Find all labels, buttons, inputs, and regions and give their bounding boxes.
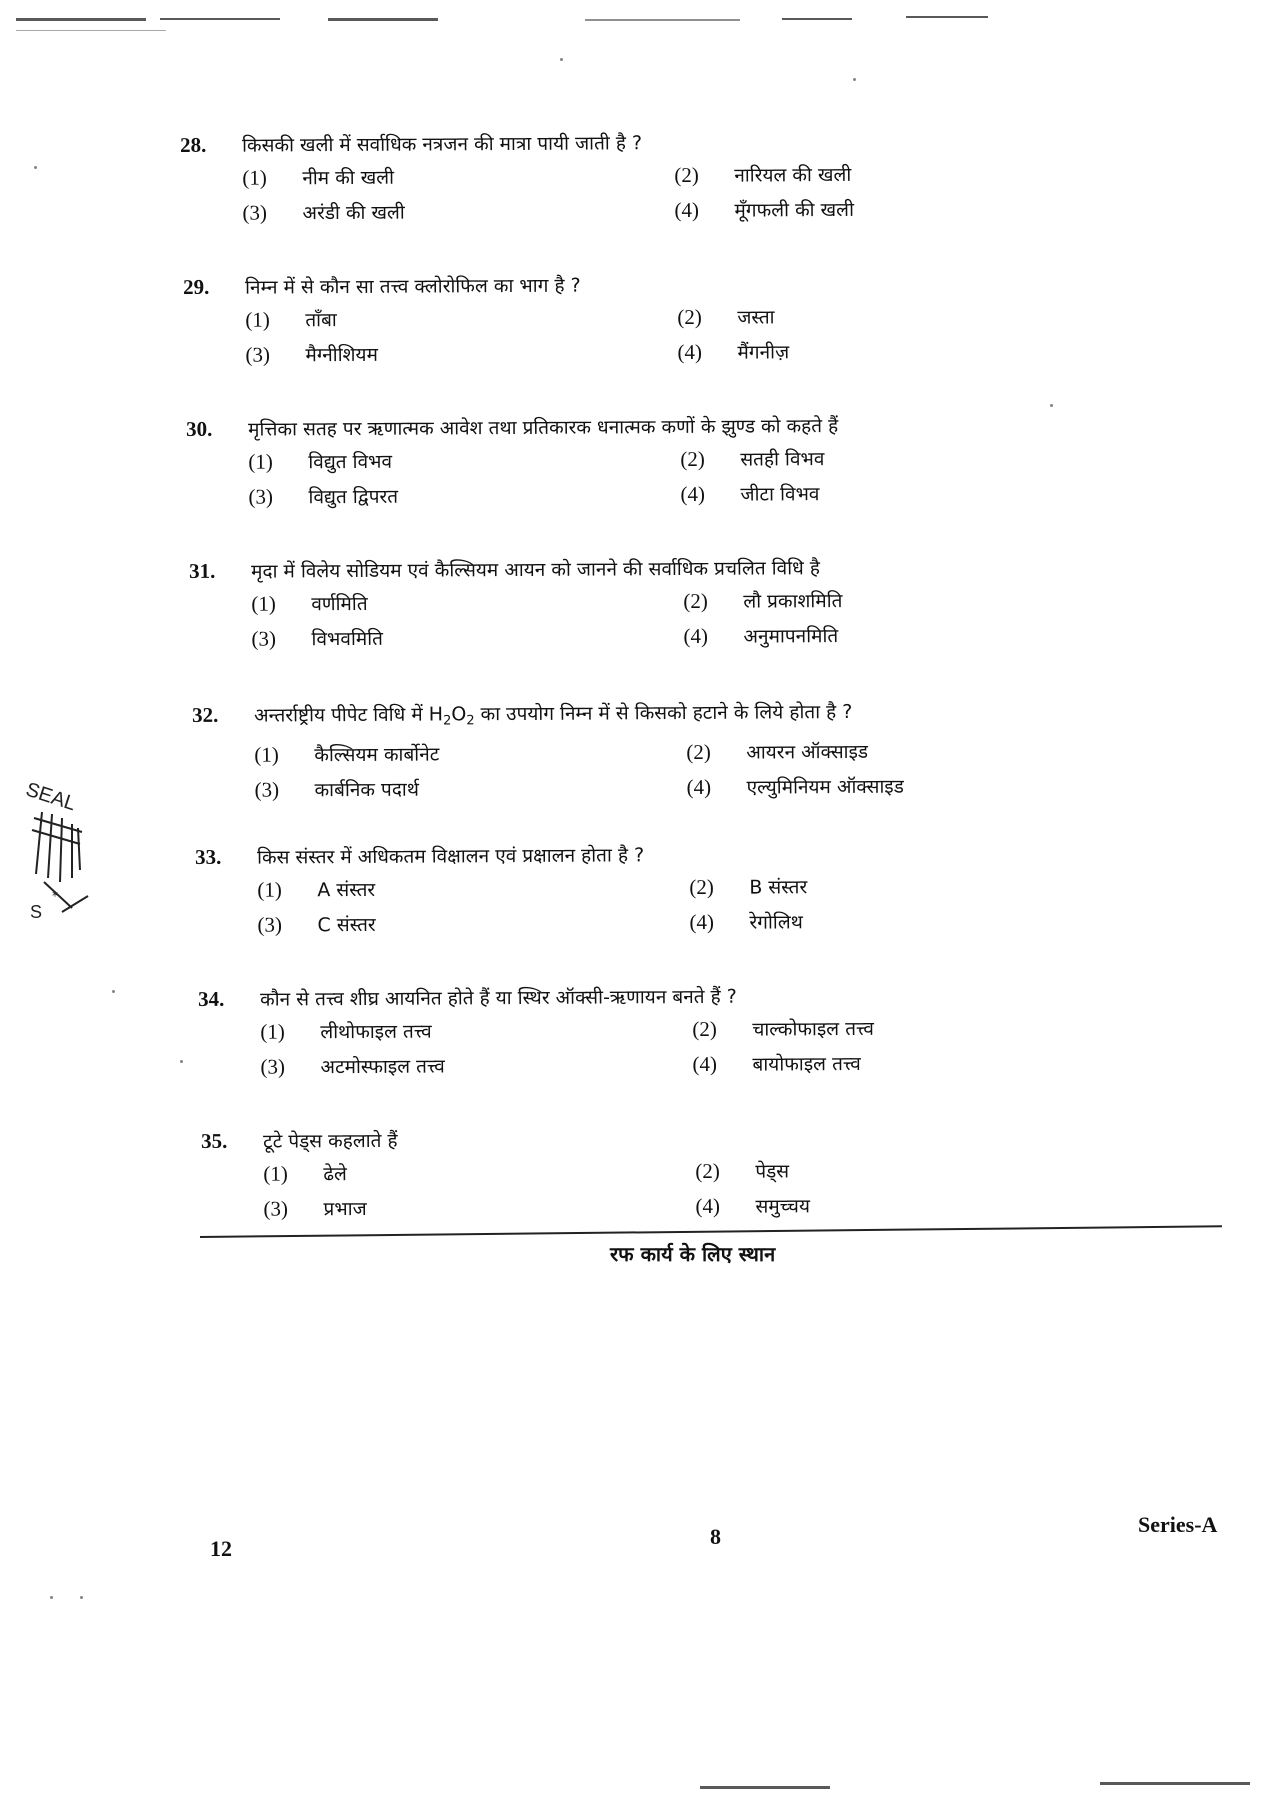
question-35 — [201, 1120, 1242, 1225]
option-1: (1) नीम की खली — [242, 165, 395, 190]
option-3: (3) विद्युत द्विपरत — [248, 484, 399, 509]
page-code: 12 — [210, 1536, 232, 1561]
question-number: 32. — [192, 702, 219, 727]
question-number: 31. — [189, 558, 216, 583]
question-text: मृदा में विलेय सोडियम एवं कैल्सियम आयन को जानने की सर्वाधिक प्रचलित विधि है — [251, 557, 820, 583]
option-1: (1) कैल्सियम कार्बोनेट — [254, 742, 440, 767]
series-label: Series-A — [1138, 1512, 1218, 1537]
scan-speck — [34, 166, 37, 169]
option-3: (3) C संस्तर — [257, 912, 376, 937]
scan-speck — [112, 990, 115, 993]
svg-text:*: * — [52, 889, 58, 903]
option-3: (3) विभवमिति — [251, 626, 384, 651]
scan-speck — [853, 78, 856, 81]
svg-text:SEAL: SEAL — [23, 778, 79, 816]
question-text: निम्न में से कौन सा तत्त्व क्लोरोफिल का भाग है ? — [245, 274, 581, 299]
option-4: (4) समुच्चय — [695, 1193, 811, 1218]
option-1: (1) A संस्तर — [257, 877, 376, 902]
scan-artifact — [782, 18, 852, 20]
question-number: 33. — [195, 844, 222, 869]
question-text: कौन से तत्त्व शीघ्र आयनित होते हैं या स्थिर ऑक्सी-ऋणायन बनते हैं ? — [260, 985, 737, 1011]
scan-speck — [80, 1596, 83, 1599]
option-2: (2) B संस्तर — [689, 874, 808, 899]
question-number: 34. — [198, 986, 225, 1011]
question-32 — [192, 694, 1233, 806]
option-3: (3) प्रभाज — [263, 1196, 367, 1221]
option-4: (4) अनुमापनमिति — [683, 623, 839, 648]
question-number: 29. — [183, 274, 210, 299]
svg-text:S: S — [30, 902, 43, 922]
question-text: टूटे पेड्स कहलाते हैं — [263, 1129, 398, 1153]
option-2: (2) सतही विभव — [680, 446, 825, 471]
option-4: (4) मूँगफली की खली — [674, 197, 855, 222]
option-2: (2) आयरन ऑक्साइड — [686, 739, 869, 764]
option-3: (3) अरंडी की खली — [242, 200, 405, 225]
option-2: (2) चाल्कोफाइल तत्त्व — [692, 1016, 874, 1041]
scan-artifact — [585, 19, 740, 21]
option-1: (1) विद्युत विभव — [248, 449, 393, 474]
scan-speck — [180, 1060, 183, 1063]
option-2: (2) जस्ता — [677, 304, 775, 329]
option-1: (1) ढेले — [263, 1161, 347, 1186]
question-number: 30. — [186, 416, 213, 441]
question-text: अन्तर्राष्ट्रीय पीपेट विधि में $H_2O_2$ का उपयोग निम्न में से किसको हटाने के लिये होता है ? — [254, 700, 853, 729]
scan-speck — [560, 58, 563, 61]
option-2: (2) नारियल की खली — [674, 162, 852, 187]
option-4: (4) एल्युमिनियम ऑक्साइड — [686, 774, 904, 799]
question-34 — [198, 978, 1239, 1083]
question-number: 35. — [201, 1128, 228, 1153]
option-1: (1) वर्णमिति — [251, 591, 368, 616]
rough-work-divider — [200, 1225, 1222, 1238]
question-text: मृत्तिका सतह पर ऋणात्मक आवेश तथा प्रतिकारक धनात्मक कणों के झुण्ड को कहते हैं — [248, 415, 839, 441]
option-1: (1) ताँबा — [245, 307, 337, 332]
scan-artifact — [700, 1786, 830, 1789]
scan-artifact — [16, 30, 166, 31]
option-3: (3) मैग्नीशियम — [245, 342, 378, 367]
option-2: (2) पेड्स — [695, 1158, 790, 1183]
scan-artifact — [16, 18, 146, 21]
question-31 — [189, 550, 1230, 655]
question-number: 28. — [180, 132, 207, 157]
option-2: (2) लौ प्रकाशमिति — [683, 588, 843, 613]
option-4: (4) बायोफाइल तत्त्व — [692, 1051, 861, 1076]
scan-artifact — [328, 18, 438, 21]
scan-speck — [1050, 404, 1053, 407]
scan-artifact — [1100, 1782, 1250, 1785]
seal-stamp-icon — [22, 778, 92, 928]
question-33 — [195, 836, 1236, 941]
option-4: (4) जीटा विभव — [680, 481, 820, 506]
option-1: (1) लीथोफाइल तत्त्व — [260, 1019, 432, 1044]
option-3: (3) कार्बनिक पदार्थ — [254, 777, 420, 802]
option-3: (3) अटमोस्फाइल तत्त्व — [260, 1054, 445, 1079]
page-number: 8 — [710, 1524, 721, 1549]
option-4: (4) रेगोलिथ — [689, 909, 803, 934]
scan-artifact — [160, 18, 280, 20]
scan-artifact — [906, 16, 988, 18]
question-30 — [186, 408, 1227, 513]
question-28 — [180, 124, 1221, 229]
scan-speck — [50, 1596, 53, 1599]
option-4: (4) मैंगनीज़ — [677, 339, 790, 364]
question-text: किस संस्तर में अधिकतम विक्षालन एवं प्रक्षालन होता है ? — [257, 844, 645, 869]
question-29 — [183, 266, 1224, 371]
question-text: किसकी खली में सर्वाधिक नत्रजन की मात्रा पायी जाती है ? — [242, 132, 643, 157]
rough-work-label: रफ कार्य के लिए स्थान — [610, 1242, 776, 1266]
